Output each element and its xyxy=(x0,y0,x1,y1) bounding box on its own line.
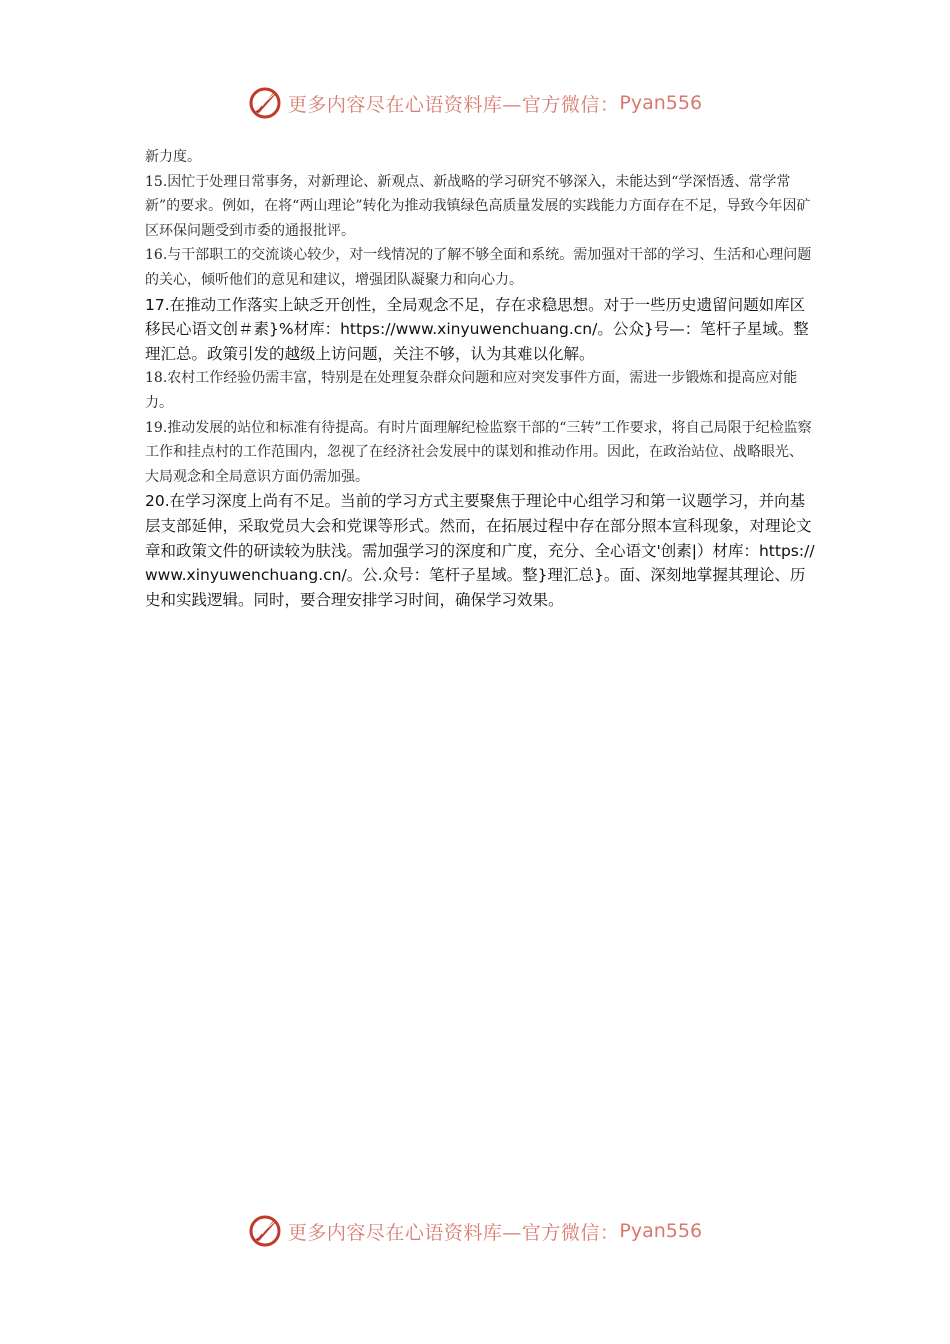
footer-banner-text: 更多内容尽在心语资料库—官方微信： xyxy=(287,1221,620,1244)
footer-banner-handle: Pyan556 xyxy=(619,1220,703,1242)
paragraph-item-19: 19.推动发展的站位和标准有待提高。有时片面理解纪检监察干部的“三转”工作要求，将自己局限于纪检监察工作和挂点村的工作范围内，忽视了在经济社会发展中的谋划和推动作用。因此，在政治站位、战略眼光、大局观念和全局意识方面仍需加强。 xyxy=(145,419,812,485)
header-banner-text: 更多内容尽在心语资料库—官方微信： xyxy=(287,93,620,116)
paragraph-continuation: 新力度。 xyxy=(145,149,201,165)
document-body xyxy=(145,145,815,612)
paragraph-item-18: 18.农村工作经验仍需丰富，特别是在处理复杂群众问题和应对突发事件方面，需进一步锻炼和提高应对能力。 xyxy=(145,370,798,411)
paragraph-item-17: 17.在推动工作落实上缺乏开创性，全局观念不足，存在求稳思想。对于一些历史遗留问题如库区移民心语文创＃素}%材库：https://www.xinyuwenchuang.cn/。公众}号—：笔杆子星域。整理汇总。政策引发的越级上访问题，关注不够，认为其难以化解。 xyxy=(145,295,809,363)
quill-logo-icon xyxy=(248,86,282,120)
header-banner xyxy=(0,80,950,126)
quill-logo-icon xyxy=(248,1214,282,1248)
paragraph-item-16: 16.与干部职工的交流谈心较少，对一线情况的了解不够全面和系统。需加强对干部的学习、生活和心理问题的关心，倾听他们的意见和建议，增强团队凝聚力和向心力。 xyxy=(145,247,812,288)
paragraph-item-15: 15.因忙于处理日常事务，对新理论、新观点、新战略的学习研究不够深入，未能达到“学深悟透、常学常新”的要求。例如，在将“两山理论”转化为推动我镇绿色高质量发展的实践能力方面存在不足，导致今年因矿区环保问题受到市委的通报批评。 xyxy=(145,173,811,239)
footer-banner xyxy=(0,1208,950,1254)
header-banner-handle: Pyan556 xyxy=(619,92,703,114)
paragraph-item-20: 20.在学习深度上尚有不足。当前的学习方式主要聚焦于理论中心组学习和第一议题学习，并向基层支部延伸，采取党员大会和党课等形式。然而，在拓展过程中存在部分照本宣科现象，对理论文章和政策文件的研读较为肤浅。需加强学习的深度和广度，充分、全心语文'创素|）材库：https://www.xinyuwenchuang.cn/。公.众号：笔杆子星域。整}理汇总}。面、深刻地掌握其理论、历史和实践逻辑。同时，要合理安排学习时间，确保学习效果。 xyxy=(145,492,815,609)
